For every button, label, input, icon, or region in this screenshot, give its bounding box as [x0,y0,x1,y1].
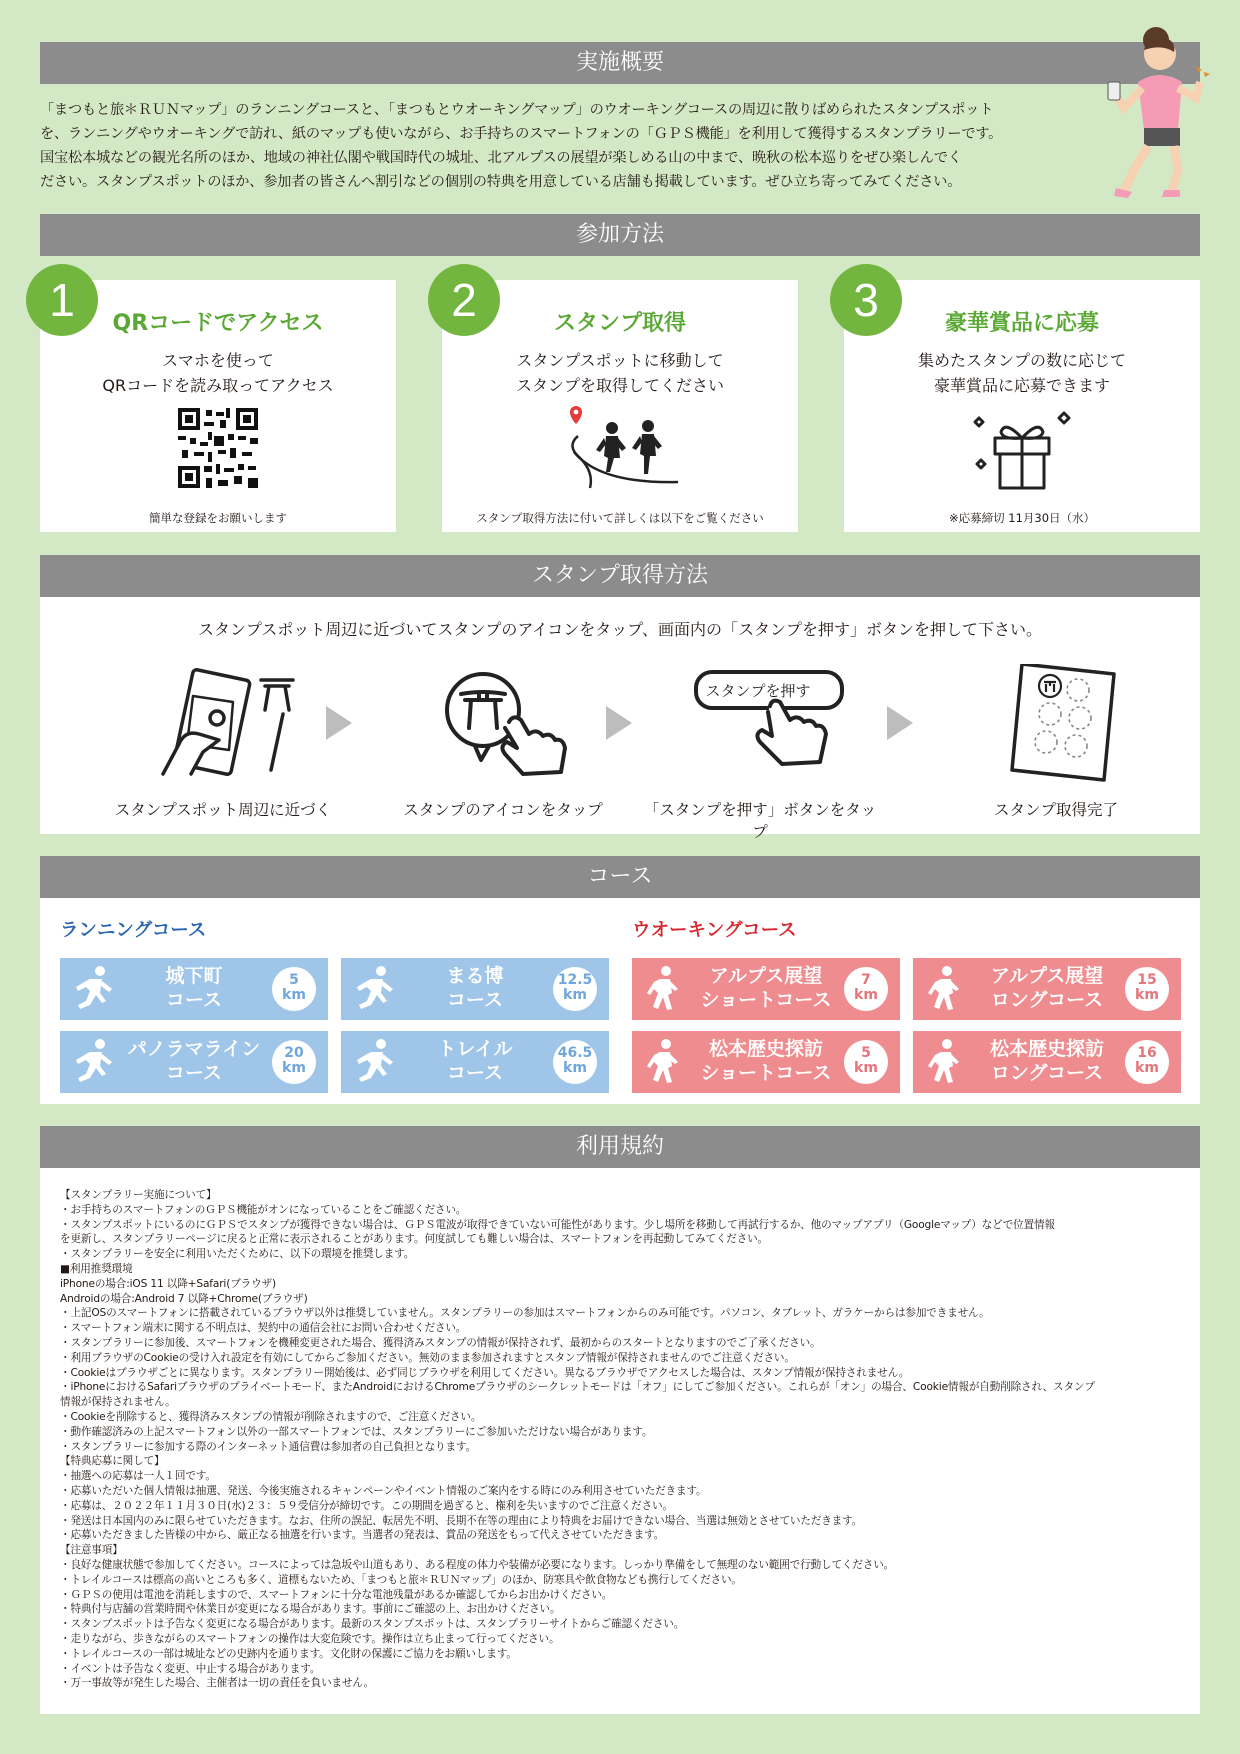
distance-value: 5 [861,1045,871,1061]
course-name-line: 松本歴史探訪 [708,1038,823,1060]
terms-line: ■利用推奨環境 [60,1262,133,1275]
course-name-line: ロングコース [990,1062,1104,1084]
distance-value: 20 [284,1045,304,1061]
terms-line: ・利用ブラウザのCookieの受け入れ設定を有効にしてからご参加ください。無効のまま参加されますとスタンプ情報が保持されませんのでご注意ください。 [60,1351,795,1364]
course-button-walking[interactable] [913,1031,1181,1093]
course-name-line: コース [446,1062,504,1084]
runner-woman-illustration [1104,20,1214,200]
distance-unit: km [854,1060,878,1076]
step-number: 3 [830,264,902,336]
course-name-line: ショートコース [700,989,832,1011]
walking-course-heading: ウオーキングコース [632,920,797,941]
distance-unit: km [563,987,587,1003]
intro-line: 「まつもと旅＊ＲＵＮマップ」のランニングコースと、「まつもとウオーキングマップ」のウオーキングコースの周辺に散りばめられたスタンプスポット [40,102,994,118]
walker-icon [925,965,965,1013]
distance-unit: km [563,1060,587,1076]
course-name [694,1037,838,1085]
intro-line: ださい。スタンプスポットのほか、参加者の皆さんへ割引などの個別の特典を用意している店舗も掲載しています。ぜひ立ち寄ってみてください。 [40,174,962,190]
distance-badge [553,967,597,1011]
course-name-line: ショートコース [700,1062,832,1084]
how-step-tap-button [640,660,880,841]
step-title: 豪華賞品に応募 [944,311,1099,336]
step-desc-line: QRコードを読み取ってアクセス [102,376,334,395]
terms-line: を更新し、スタンプラリーページに戻ると正常に表示されることがあります。何度試しても難しい場合は、スマートフォンを再起動してみてください。 [60,1233,769,1246]
terms-line: ・トレイルコースは標高の高いところも多く、道標もないため、「まつもと旅＊ＲＵＮマップ」のほか、防寒具や飲食物なども携行してください。 [60,1573,742,1586]
how-step-caption: スタンプ取得完了 [993,801,1118,819]
how-step-complete [936,660,1176,819]
step-note: 簡単な登録をお願いします [149,511,287,525]
course-button-walking[interactable] [632,1031,900,1093]
distance-badge [1125,1040,1169,1084]
terms-line: ・動作確認済みの上記スマートフォン以外の一部スマートフォンでは、スタンプラリーにご参加いただけない場合があります。 [60,1425,653,1438]
terms-line: ・トレイルコースの一部は城址などの史跡内を通ります。文化財の保護にご協力をお願いします。 [60,1647,517,1660]
runner-icon [72,1038,116,1086]
section-terms-title: 利用規約 [575,1134,664,1159]
intro-line: を、ランニングやウオーキングで訪れ、紙のマップも使いながら、お手持ちのスマートフォンの「ＧＰＳ機能」を利用して獲得するスタンプラリーです。 [40,126,1003,142]
terms-line: ・スタンプスポットは予告なく変更になる場合があります。最新のスタンプスポットは、スタンプラリーサイトからご確認ください。 [60,1618,685,1631]
arrow-right-icon [326,706,352,740]
how-step-caption: 「スタンプを押す」ボタンをタップ [643,801,877,841]
section-terms-band [40,1126,1200,1168]
step-2-card [442,274,798,532]
intro-text [40,98,1090,194]
terms-line: ・Cookieはブラウザごとに異なります。スタンプラリー開始後は、必ず同じブラウザを利用してください。異なるブラウザでアクセスした場合は、スタンプ情報が保持されません。 [60,1366,910,1379]
course-name-line: パノラマライン [127,1038,261,1060]
terms-line: ・スタンプラリーを安全に利用いただくために、以下の環境を推奨します。 [60,1248,415,1261]
step-desc-line: 豪華賞品に応募できます [933,376,1110,395]
arrow-right-icon [606,706,632,740]
walker-icon [644,1038,684,1086]
step-description [442,348,798,398]
course-name-line: まる博 [446,965,504,987]
distance-unit: km [282,987,306,1003]
step-desc-line: スタンプスポットに移動して [516,351,724,370]
stamp-card-icon [966,664,1146,784]
course-name [975,1037,1119,1085]
distance-badge [272,1040,316,1084]
terms-line: ・特典付与店舗の営業時間や休業日が変更になる場合があります。事前にご確認の上、お出かけください。 [60,1603,561,1616]
qr-code-icon [178,408,258,488]
section-course-title: コース [587,864,653,889]
walker-icon [925,1038,965,1086]
stamp-method-lead: スタンプスポット周辺に近づいてスタンプのアイコンをタップ、画面内の「スタンプを押す」ボタンを押して下さい。 [197,620,1042,639]
step-description [40,348,396,398]
arrow-right-icon [887,706,913,740]
runner-icon [72,965,116,1013]
distance-badge [844,967,888,1011]
terms-line: 【スタンプラリー実施について】 [60,1189,217,1201]
terms-line: 情報が保持されません。 [60,1396,176,1409]
terms-line: ・万一事故等が発生した場合、主催者は一切の責任を負いません。 [60,1677,374,1690]
stamp-button-label: スタンプを押す [705,682,811,700]
terms-line: ・スタンプラリーに参加後、スマートフォンを機種変更された場合、獲得済みスタンプの情報が保持されず、最初からのスタートとなりますのでご了承ください。 [60,1336,821,1349]
walker-icon [644,965,684,1013]
terms-line: ・応募いただいた個人情報は抽選、発送、今後実施されるキャンペーンやイベント情報のご案内をする時にのみ利用させていただきます。 [60,1484,707,1497]
course-button-running[interactable] [60,1031,328,1093]
terms-line: ・発送は日本国内のみに限らせていただきます。なお、住所の誤記、転居先不明、長期不在等の理由により特典をお届けできない場合、当選は無効とさせていただきます。 [60,1514,863,1527]
course-name [122,1037,266,1085]
terms-list [60,1188,1180,1691]
distance-value: 12.5 [557,972,593,988]
section-overview-band [40,42,1200,84]
step-note: ※応募締切 11月30日（水） [948,511,1096,525]
distance-badge [272,967,316,1011]
tap-button-icon [660,662,860,778]
course-name [694,964,838,1012]
distance-badge [553,1040,597,1084]
distance-unit: km [1135,1060,1159,1076]
terms-line: Androidの場合:Android 7 以降+Chrome(ブラウザ) [60,1292,308,1305]
terms-line: ・応募は、２０２２年１１月３０日(水)２３：５９受信分が締切です。この期間を過ぎると、権利を失いますのでご注意ください。 [60,1499,673,1512]
how-step-caption: スタンプスポット周辺に近づく [114,801,332,819]
course-name-line: 松本歴史探訪 [989,1038,1104,1060]
course-button-running[interactable] [60,958,328,1020]
distance-badge [844,1040,888,1084]
terms-line: ・Cookieを削除すると、獲得済みスタンプの情報が削除されますので、ご注意ください。 [60,1410,482,1423]
terms-line: ・お手持ちのスマートフォンのＧＰＳ機能がオンになっていることをご確認ください。 [60,1203,467,1216]
distance-badge [1125,967,1169,1011]
course-name-line: 城下町 [165,965,223,987]
step-1-card [40,274,396,532]
course-name-line: アルプス展望 [709,965,823,987]
course-button-running[interactable] [341,1031,609,1093]
step-desc-line: スタンプを取得してください [515,376,724,395]
course-button-running[interactable] [341,958,609,1020]
section-overview-title: 実施概要 [575,50,664,75]
terms-line: ・走りながら、歩きながらのスマートフォンの操作は大変危険です。操作は立ち止まって行ってください。 [60,1632,560,1645]
course-name-line: トレイル [437,1038,513,1060]
tap-torii-icon [413,662,593,778]
how-step-caption: スタンプのアイコンをタップ [403,801,603,819]
course-name [403,964,547,1012]
terms-line: 【注意事項】 [60,1544,123,1557]
terms-line: ・抽選への応募は一人１回です。 [60,1470,216,1483]
step-description [844,348,1200,398]
terms-line: ・iPhoneにおけるSafariブラウザのプライベートモード、またAndroidにおけるChromeブラウザのシークレットモードは「オフ」にしてご参加ください。これらが「オン」の場合、Cookie情報が自動削除され、スタンプ [60,1381,1095,1394]
distance-value: 46.5 [557,1045,593,1061]
step-title: スタンプ取得 [553,311,686,336]
intro-line: 国宝松本城などの観光名所のほか、地域の神社仏閣や戦国時代の城址、北アルプスの展望が楽しめる山の中まで、晩秋の松本巡りをぜひ楽しんでく [40,150,962,166]
distance-unit: km [854,987,878,1003]
step-number: 2 [428,264,500,336]
terms-line: ・良好な健康状態で参加してください。コースによっては急坂や山道もあり、ある程度の体力や装備が必要になります。しっかり準備をして無理のない範囲で行動してください。 [60,1558,895,1571]
course-name-line: アルプス展望 [990,965,1104,987]
step-desc-line: スマホを使って [162,351,274,370]
how-step-approach [103,660,343,819]
course-name [975,964,1119,1012]
terms-line: ・応募いただきました皆様の中から、厳正なる抽選を行います。当選者の発表は、賞品の発送をもって代えさせていただきます。 [60,1529,665,1542]
terms-line: ・イベントは予告なく変更、中止する場合があります。 [60,1662,321,1675]
running-course-heading: ランニングコース [60,920,207,941]
course-name [403,1037,547,1085]
step-note: スタンプ取得方法に付いて詳しくは以下をご覧ください [476,511,764,525]
distance-unit: km [1135,987,1159,1003]
section-participation-band [40,214,1200,256]
terms-line: ・スタンプラリーに参加する際のインターネット通信費は参加者の自己負担となります。 [60,1440,476,1453]
terms-line: iPhoneの場合:iOS 11 以降+Safari(ブラウザ) [60,1277,276,1290]
how-step-tap-icon [383,660,623,819]
runner-icon [353,1038,397,1086]
step-3-card [844,274,1200,532]
step-title: QRコードでアクセス [112,311,324,336]
course-name-line: コース [165,1062,223,1084]
phone-map-icon [133,662,313,778]
distance-unit: km [282,1060,306,1076]
course-name-line: コース [446,989,504,1011]
terms-line: 【特典応募に関して】 [60,1455,165,1468]
runner-icon [353,965,397,1013]
section-stamp-method-band [40,555,1200,597]
section-stamp-method-title: スタンプ取得方法 [531,563,708,588]
distance-value: 15 [1137,972,1157,988]
section-participation-title: 参加方法 [575,222,664,247]
runners-icon [560,406,680,490]
distance-value: 7 [861,972,871,988]
terms-line: ・上記OSのスマートフォンに搭載されているブラウザ以外は推奨していません。スタンプラリーの参加はスマートフォンからのみ可能です。パソコン、タブレット、ガラケーからは参加できません。 [60,1307,990,1320]
step-number: 1 [26,264,98,336]
section-course-band [40,856,1200,898]
course-name-line: コース [165,989,223,1011]
course-name [122,964,266,1012]
course-name-line: ロングコース [990,989,1104,1011]
course-button-walking[interactable] [632,958,900,1020]
gift-icon [967,404,1077,494]
course-button-walking[interactable] [913,958,1181,1020]
terms-line: ・スマートフォン端末に関する不明点は、契約中の通信会社にお問い合わせください。 [60,1322,467,1335]
terms-line: ・ＧＰＳの使用は電池を消耗しますので、スマートフォンに十分な電池残量があるか確認してからお出かけください。 [60,1588,613,1601]
step-desc-line: 集めたスタンプの数に応じて [917,351,1126,370]
distance-value: 16 [1137,1045,1157,1061]
terms-line: ・スタンプスポットにいるのにＧＰＳでスタンプが獲得できない場合は、ＧＰＳ電波が取得できていない可能性があります。少し場所を移動して再試行するか、他のマップアプリ（Googleマップ）などで位置情報 [60,1218,1055,1231]
distance-value: 5 [289,972,299,988]
